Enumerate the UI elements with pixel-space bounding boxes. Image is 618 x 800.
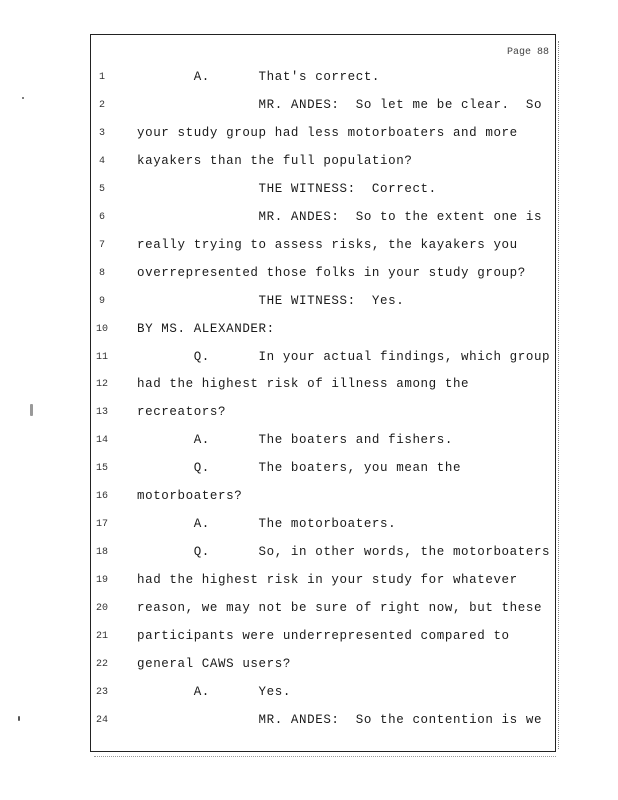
line-number: 18 xyxy=(95,547,108,559)
transcript-line: Q. In your actual findings, which group xyxy=(137,349,551,364)
transcript-line: MR. ANDES: So let me be clear. So xyxy=(137,97,543,112)
line-number: 14 xyxy=(95,435,108,447)
line-number: 23 xyxy=(95,686,108,698)
transcript-line: motorboaters? xyxy=(137,489,243,504)
line-number: 2 xyxy=(98,99,105,111)
line-number: 15 xyxy=(95,463,108,475)
line-number: 4 xyxy=(98,155,105,167)
transcript-line: really trying to assess risks, the kayakers you xyxy=(137,237,518,252)
page-number: Page 88 xyxy=(506,47,549,58)
scan-speck xyxy=(30,404,33,416)
transcript-line: Q. The boaters, you mean the xyxy=(137,461,462,476)
transcript-line: A. Yes. xyxy=(137,684,291,699)
transcript-line: A. The motorboaters. xyxy=(137,517,397,532)
transcript-line: A. The boaters and fishers. xyxy=(137,433,453,448)
transcript-line: general CAWS users? xyxy=(137,656,291,671)
transcript-line: kayakers than the full population? xyxy=(137,153,413,168)
line-number: 10 xyxy=(95,323,108,335)
transcript-line: recreators? xyxy=(137,405,227,420)
line-number: 20 xyxy=(95,603,108,615)
line-number: 17 xyxy=(95,519,108,531)
transcript-line: your study group had less motorboaters and more xyxy=(137,125,518,140)
transcript-line: Q. So, in other words, the motorboaters xyxy=(137,545,551,560)
scan-speck xyxy=(18,716,20,721)
line-number: 3 xyxy=(98,127,105,139)
line-number: 22 xyxy=(95,658,108,670)
transcript-page xyxy=(90,34,556,752)
line-number: 11 xyxy=(95,351,108,363)
line-number: 9 xyxy=(98,295,105,307)
line-number: 8 xyxy=(98,267,105,279)
scan-speck xyxy=(22,97,24,99)
transcript-line: BY MS. ALEXANDER: xyxy=(137,321,275,336)
transcript-line: had the highest risk in your study for whatever xyxy=(137,573,518,588)
transcript-line: reason, we may not be sure of right now, but these xyxy=(137,601,543,616)
page-bottom-edge xyxy=(94,752,556,757)
transcript-line: participants were underrepresented compared to xyxy=(137,629,510,643)
transcript-line: THE WITNESS: Yes. xyxy=(137,293,405,308)
line-number: 13 xyxy=(95,407,108,419)
line-number: 5 xyxy=(98,183,105,195)
transcript-line: overrepresented those folks in your study group? xyxy=(137,265,526,280)
line-number: 6 xyxy=(98,211,105,223)
transcript-line: MR. ANDES: So the contention is we xyxy=(137,712,543,727)
line-number: 12 xyxy=(95,379,108,391)
line-number: 7 xyxy=(98,239,105,251)
line-number: 1 xyxy=(98,72,105,83)
line-number: 21 xyxy=(95,631,108,642)
transcript-line: had the highest risk of illness among the xyxy=(137,377,470,392)
transcript-line: A. That's correct. xyxy=(137,70,381,84)
line-number: 19 xyxy=(95,575,108,587)
transcript-line: MR. ANDES: So to the extent one is xyxy=(137,209,543,224)
line-number: 16 xyxy=(95,491,108,503)
transcript-line: THE WITNESS: Correct. xyxy=(137,181,437,196)
line-number: 24 xyxy=(95,714,108,726)
